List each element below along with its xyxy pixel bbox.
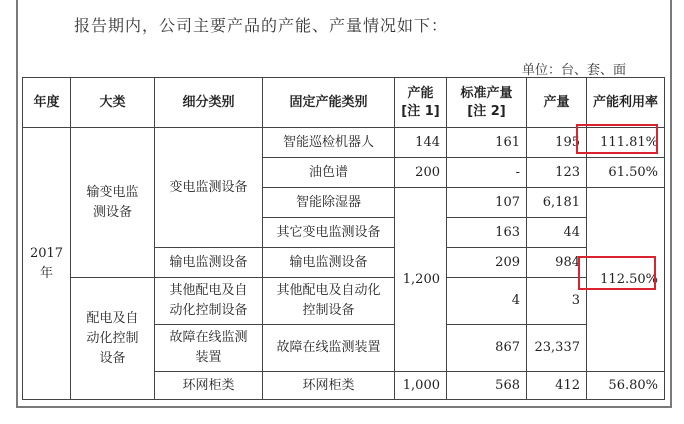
type-cell: 智能除湿器	[263, 188, 395, 218]
unit-label: 单位：台、套、面	[521, 63, 626, 78]
output-cell: 123	[527, 158, 587, 188]
header-category: 大类	[71, 78, 155, 128]
output-cell: 3	[527, 278, 587, 325]
standard-output-cell: 107	[447, 188, 527, 218]
type-cell: 输电监测设备	[263, 248, 395, 278]
header-fixed-capacity-type: 固定产能类别	[263, 78, 395, 128]
utilization-cell: 111.81%	[587, 128, 665, 158]
standard-output-cell: 163	[447, 218, 527, 248]
output-cell: 195	[527, 128, 587, 158]
year-cell: 2017 年	[23, 128, 71, 400]
capacity-cell: 144	[395, 128, 447, 158]
category-distribution: 配电及自 动化控制 设备	[71, 278, 155, 400]
output-cell: 44	[527, 218, 587, 248]
type-cell: 环网柜类	[263, 372, 395, 400]
standard-output-cell: 568	[447, 372, 527, 400]
header-standard-output: 标准产量 [注 2]	[447, 78, 527, 128]
utilization-cell: 61.50%	[587, 158, 665, 188]
subcategory-substation: 变电监测设备	[155, 128, 263, 248]
utilization-shared-cell: 112.50%	[587, 188, 665, 372]
capacity-cell: 1,000	[395, 372, 447, 400]
subcategory-transmission-line: 输电监测设备	[155, 248, 263, 278]
subcategory-other-distribution: 其他配电及自 动化控制设备	[155, 278, 263, 325]
subcategory-ring-cabinet: 环网柜类	[155, 372, 263, 400]
highlight-box-utilization-group	[578, 256, 656, 290]
table-header-row	[23, 78, 665, 128]
type-cell: 油色谱	[263, 158, 395, 188]
type-cell: 其他配电及自动化 控制设备	[263, 278, 395, 325]
production-capacity-table	[22, 77, 665, 400]
capacity-cell: 200	[395, 158, 447, 188]
output-cell: 23,337	[527, 325, 587, 372]
output-cell: 6,181	[527, 188, 587, 218]
subcategory-fault-online: 故障在线监测 装置	[155, 325, 263, 372]
standard-output-cell: 209	[447, 248, 527, 278]
standard-output-cell: 4	[447, 278, 527, 325]
standard-output-cell: 161	[447, 128, 527, 158]
header-utilization: 产能利用率	[587, 78, 665, 128]
header-output: 产量	[527, 78, 587, 128]
capacity-shared-cell: 1,200	[395, 188, 447, 372]
type-cell: 其它变电监测设备	[263, 218, 395, 248]
table-row	[23, 128, 665, 158]
category-transmission: 输变电监 测设备	[71, 128, 155, 278]
header-year: 年度	[23, 78, 71, 128]
utilization-cell: 56.80%	[587, 372, 665, 400]
output-cell: 412	[527, 372, 587, 400]
table-row	[23, 278, 665, 325]
intro-text: 报告期内，公司主要产品的产能、产量情况如下：	[74, 16, 449, 35]
highlight-box-utilization-robot	[576, 124, 658, 154]
type-cell: 智能巡检机器人	[263, 128, 395, 158]
standard-output-cell: -	[447, 158, 527, 188]
header-subcategory: 细分类别	[155, 78, 263, 128]
output-cell: 984	[527, 248, 587, 278]
type-cell: 故障在线监测装置	[263, 325, 395, 372]
header-capacity: 产能 [注 1]	[395, 78, 447, 128]
standard-output-cell: 867	[447, 325, 527, 372]
